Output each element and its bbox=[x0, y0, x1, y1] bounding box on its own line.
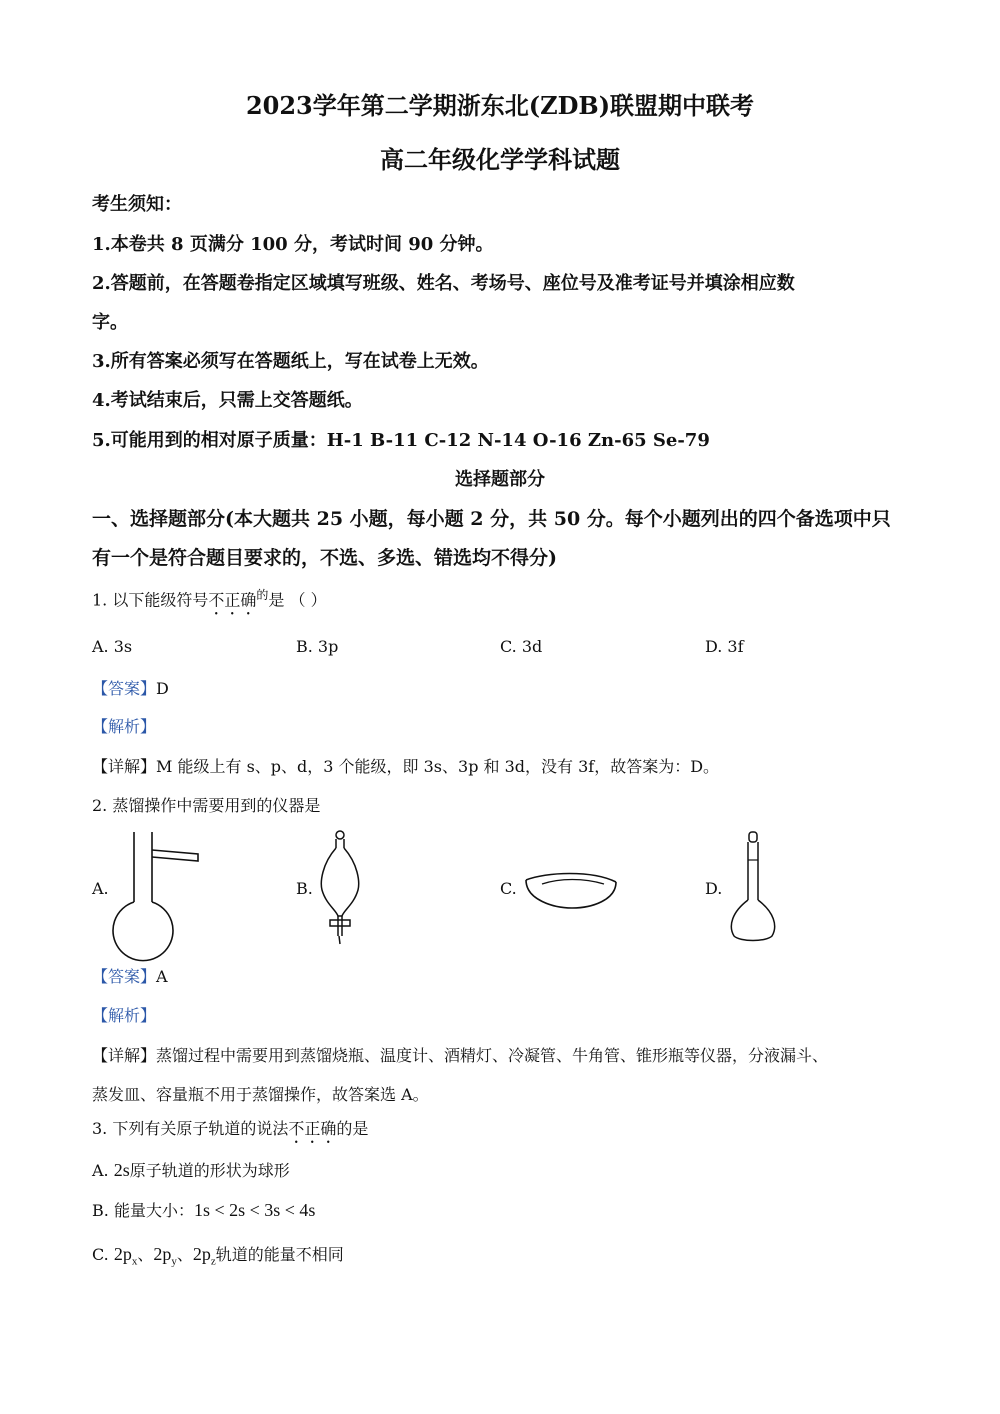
evaporating-dish-icon bbox=[524, 866, 618, 912]
q3-option-a bbox=[92, 1158, 290, 1181]
q3-option-c bbox=[92, 1242, 344, 1268]
q1-option-d: D. 3f bbox=[705, 637, 744, 656]
q1-answer bbox=[92, 676, 169, 699]
q2-answer bbox=[92, 964, 168, 987]
q1-emphasis: 不正确 bbox=[208, 590, 257, 610]
q1-option-a: A. 3s bbox=[92, 637, 133, 656]
q1-option-c: C. 3d bbox=[500, 637, 543, 656]
question-2-stem: 2. 蒸馏操作中需要用到的仪器是 bbox=[92, 796, 321, 815]
distilling-flask-icon bbox=[110, 828, 210, 946]
separator: 、 bbox=[137, 1245, 154, 1264]
q3-prefix: 3. 下列有关原子轨道的说法 bbox=[92, 1119, 289, 1138]
q3-emphasis: 不正确 bbox=[288, 1119, 337, 1138]
q3-option-b bbox=[92, 1198, 315, 1221]
volumetric-flask-icon bbox=[726, 830, 782, 946]
orbital-2py: $2p_y$ bbox=[153, 1244, 177, 1268]
detail-text: 蒸馏过程中需要用到蒸馏烧瓶、温度计、酒精灯、冷凝管、牛角管、锥形瓶等仪器，分液漏斗、 bbox=[156, 1046, 829, 1065]
option-label: A. bbox=[92, 1161, 109, 1180]
notice-item-4: 4.考试结束后，只需上交答题纸。 bbox=[92, 390, 363, 411]
option-label: C. bbox=[92, 1245, 109, 1264]
q1-detail bbox=[92, 754, 719, 777]
detail-tag: 【详解】 bbox=[92, 1046, 157, 1065]
notice-item-1: 1.本卷共 8 页满分 100 分，考试时间 90 分钟。 bbox=[92, 234, 494, 255]
q1-suffix: 是 （ ） bbox=[268, 590, 327, 610]
separator: 、 bbox=[176, 1245, 193, 1264]
q3-suffix: 的是 bbox=[336, 1119, 369, 1138]
exam-title: 2023学年第二学期浙东北(ZDB)联盟期中联考 bbox=[245, 91, 755, 120]
orbital-2pz: $2p_z$ bbox=[192, 1244, 216, 1268]
detail-tag: 【详解】 bbox=[92, 757, 157, 776]
q2-analysis-tag: 【解析】 bbox=[92, 1006, 157, 1025]
q1-prefix: 1. 以下能级符号 bbox=[92, 590, 209, 610]
option-math: 2s bbox=[113, 1160, 130, 1180]
q2-detail bbox=[92, 1043, 828, 1066]
section-intro-cont: 有一个是符合题目要求的，不选、多选、错选均不得分) bbox=[92, 547, 557, 569]
orbital-2px: $2p_x$ bbox=[113, 1244, 138, 1268]
option-text: 原子轨道的形状为球形 bbox=[129, 1161, 290, 1180]
notice-item-2: 2.答题前，在答题卷指定区域填写班级、姓名、考场号、座位号及准考证号并填涂相应数 bbox=[92, 273, 795, 294]
notice-heading: 考生须知： bbox=[92, 194, 182, 215]
section-title: 选择题部分 bbox=[455, 469, 545, 490]
option-math: 1s < 2s < 3s < 4s bbox=[193, 1200, 316, 1220]
answer-value: A bbox=[156, 967, 168, 986]
exam-subtitle: 高二年级化学学科试题 bbox=[380, 145, 620, 174]
question-1-stem bbox=[92, 586, 327, 618]
option-label: B. bbox=[92, 1201, 109, 1220]
notice-item-5: 5.可能用到的相对原子质量：H-1 B-11 C-12 N-14 O-16 Zn-65 Se-79 bbox=[92, 430, 710, 451]
q2-option-b-label: B. bbox=[296, 879, 313, 898]
q2-detail-cont: 蒸发皿、容量瓶不用于蒸馏操作，故答案选 A。 bbox=[92, 1085, 429, 1104]
answer-tag: 【答案】 bbox=[92, 679, 157, 698]
q2-option-d-label: D. bbox=[705, 879, 723, 898]
option-text: 能量大小： bbox=[113, 1201, 194, 1220]
notice-item-3: 3.所有答案必须写在答题纸上，写在试卷上无效。 bbox=[92, 351, 489, 372]
q1-sup: 的 bbox=[256, 588, 269, 602]
answer-value: D bbox=[156, 679, 169, 698]
q1-option-b: B. 3p bbox=[296, 637, 339, 656]
q2-option-c-label: C. bbox=[500, 879, 517, 898]
q2-option-a-label: A. bbox=[92, 879, 109, 898]
section-intro: 一、选择题部分(本大题共 25 小题，每小题 2 分，共 50 分。每个小题列出的四个备选项中只 bbox=[92, 508, 891, 530]
separatory-funnel-icon bbox=[312, 830, 368, 948]
answer-tag: 【答案】 bbox=[92, 967, 157, 986]
option-text: 轨道的能量不相同 bbox=[215, 1245, 344, 1264]
detail-text: M 能级上有 s、p、d，3 个能级，即 3s、3p 和 3d，没有 3f，故答案为：D。 bbox=[156, 757, 720, 776]
notice-item-2-cont: 字。 bbox=[92, 312, 128, 333]
question-3-stem bbox=[92, 1116, 368, 1147]
q1-analysis-tag: 【解析】 bbox=[92, 717, 157, 736]
